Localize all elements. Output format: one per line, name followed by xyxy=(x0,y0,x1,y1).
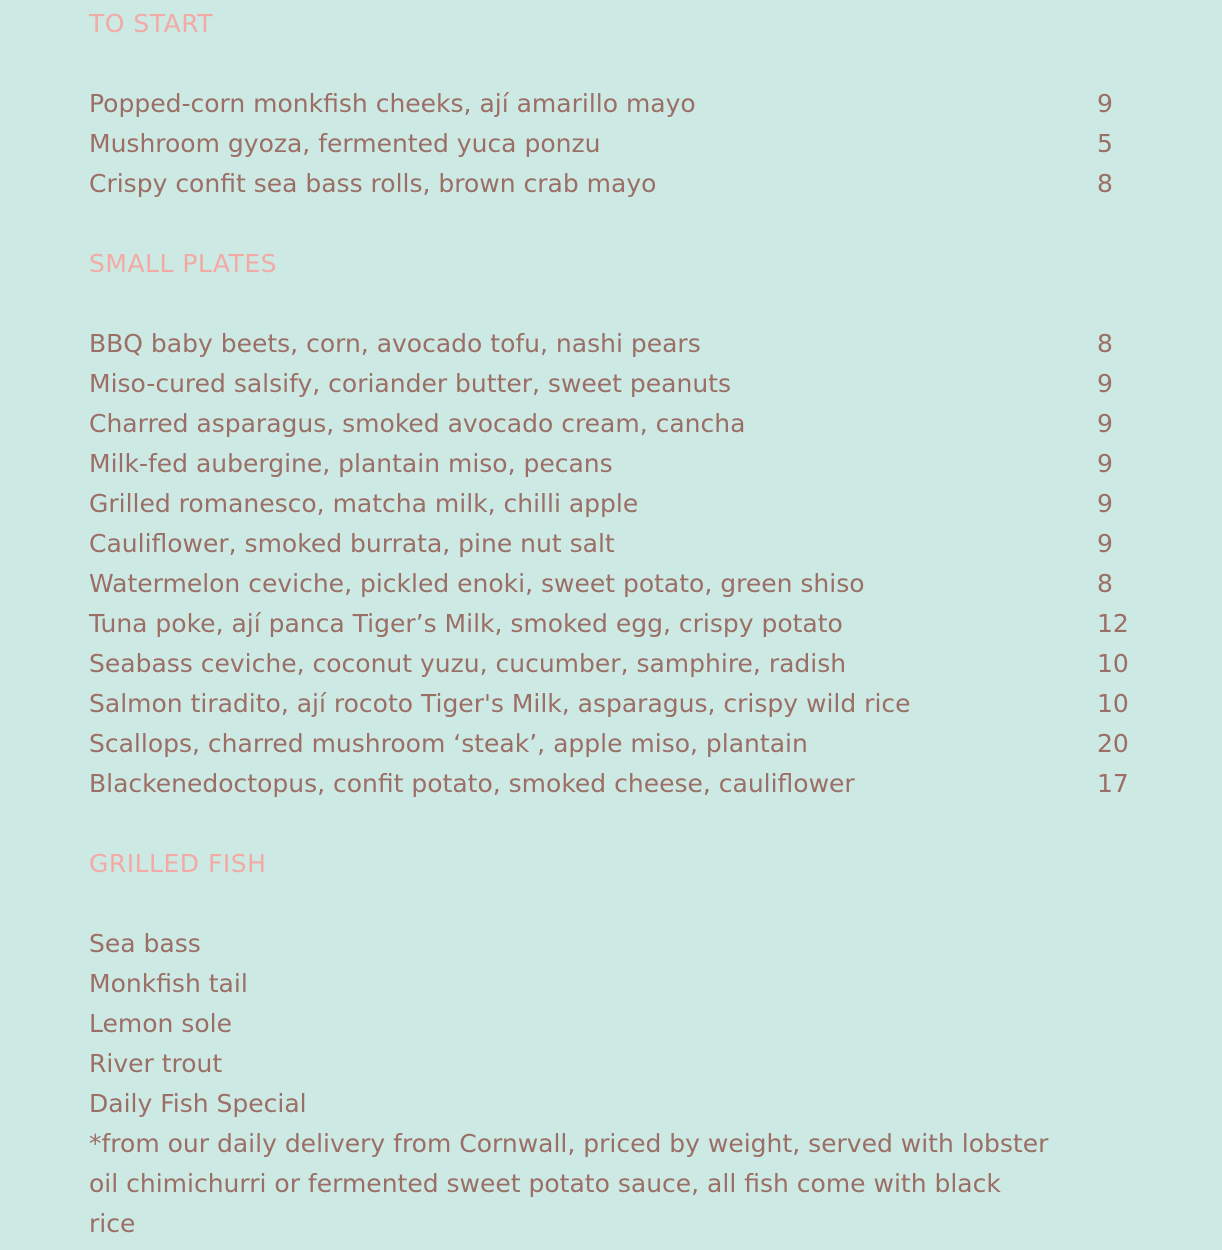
menu-item-name: Sea bass xyxy=(89,929,201,958)
menu-page xyxy=(89,4,1169,1244)
menu-item xyxy=(89,644,1169,684)
menu-item-price: 9 xyxy=(1097,89,1113,118)
menu-item-name: Milk-fed aubergine, plantain miso, pecans xyxy=(89,449,613,478)
menu-item-price: 9 xyxy=(1097,369,1113,398)
section-to-start xyxy=(89,4,1169,244)
menu-item-name: Popped-corn monkfish cheeks, ají amarillo mayo xyxy=(89,89,696,118)
menu-item-price: 17 xyxy=(1097,769,1129,798)
menu-item xyxy=(89,404,1169,444)
menu-item-price: 9 xyxy=(1097,409,1113,438)
menu-item-name: Scallops, charred mushroom ‘steak’, apple miso, plantain xyxy=(89,729,808,758)
menu-item xyxy=(89,924,1169,964)
menu-item-price: 10 xyxy=(1097,649,1129,678)
menu-item-name: Grilled romanesco, matcha milk, chilli apple xyxy=(89,489,639,518)
menu-item-name: BBQ baby beets, corn, avocado tofu, nashi pears xyxy=(89,329,701,358)
menu-item-price: 9 xyxy=(1097,529,1113,558)
menu-item-price: 8 xyxy=(1097,329,1113,358)
menu-item-name: Daily Fish Special xyxy=(89,1089,307,1118)
menu-item-name: Watermelon ceviche, pickled enoki, sweet potato, green shiso xyxy=(89,569,865,598)
menu-item-name: Charred asparagus, smoked avocado cream, cancha xyxy=(89,409,746,438)
menu-item xyxy=(89,484,1169,524)
menu-item-name: River trout xyxy=(89,1049,223,1078)
menu-item-name: Monkfish tail xyxy=(89,969,248,998)
section-grilled-fish xyxy=(89,844,1169,1244)
menu-item-name: Seabass ceviche, coconut yuzu, cucumber, samphire, radish xyxy=(89,649,847,678)
menu-item-price: 5 xyxy=(1097,129,1113,158)
menu-item xyxy=(89,604,1169,644)
menu-item-price: 9 xyxy=(1097,489,1113,518)
menu-item-price: 8 xyxy=(1097,169,1113,198)
section-title: TO START xyxy=(89,9,214,38)
menu-item-name: Mushroom gyoza, fermented yuca ponzu xyxy=(89,129,601,158)
menu-item-name: Miso-cured salsify, coriander butter, sweet peanuts xyxy=(89,369,731,398)
menu-item xyxy=(89,1044,1169,1084)
menu-item xyxy=(89,764,1169,804)
grilled-fish-note: *from our daily delivery from Cornwall, priced by weight, served with lobster oil chimichurri or fermented sweet potato sauce, all fish come with black rice xyxy=(89,1129,1049,1238)
menu-item-name: Blackenedoctopus, confit potato, smoked cheese, cauliflower xyxy=(89,769,855,798)
menu-item-name: Cauliflower, smoked burrata, pine nut salt xyxy=(89,529,615,558)
menu-item-price: 8 xyxy=(1097,569,1113,598)
menu-item xyxy=(89,324,1169,364)
menu-item-price: 9 xyxy=(1097,449,1113,478)
menu-item xyxy=(89,364,1169,404)
menu-item xyxy=(89,1004,1169,1044)
section-title: SMALL PLATES xyxy=(89,249,278,278)
menu-item-price: 12 xyxy=(1097,609,1129,638)
menu-item-name: Tuna poke, ají panca Tiger’s Milk, smoked egg, crispy potato xyxy=(89,609,843,638)
menu-item-price: 10 xyxy=(1097,689,1129,718)
menu-item xyxy=(89,84,1169,124)
menu-item xyxy=(89,124,1169,164)
menu-item xyxy=(89,444,1169,484)
menu-item xyxy=(89,724,1169,764)
menu-item-name: Crispy confit sea bass rolls, brown crab mayo xyxy=(89,169,657,198)
section-title: GRILLED FISH xyxy=(89,849,267,878)
menu-item-price: 20 xyxy=(1097,729,1129,758)
menu-item-name: Salmon tiradito, ají rocoto Tiger's Milk, asparagus, crispy wild rice xyxy=(89,689,911,718)
section-small-plates xyxy=(89,244,1169,844)
menu-item xyxy=(89,1084,1169,1124)
menu-item xyxy=(89,684,1169,724)
menu-item-name: Lemon sole xyxy=(89,1009,232,1038)
menu-item xyxy=(89,164,1169,204)
menu-item xyxy=(89,564,1169,604)
menu-item xyxy=(89,524,1169,564)
menu-item xyxy=(89,964,1169,1004)
